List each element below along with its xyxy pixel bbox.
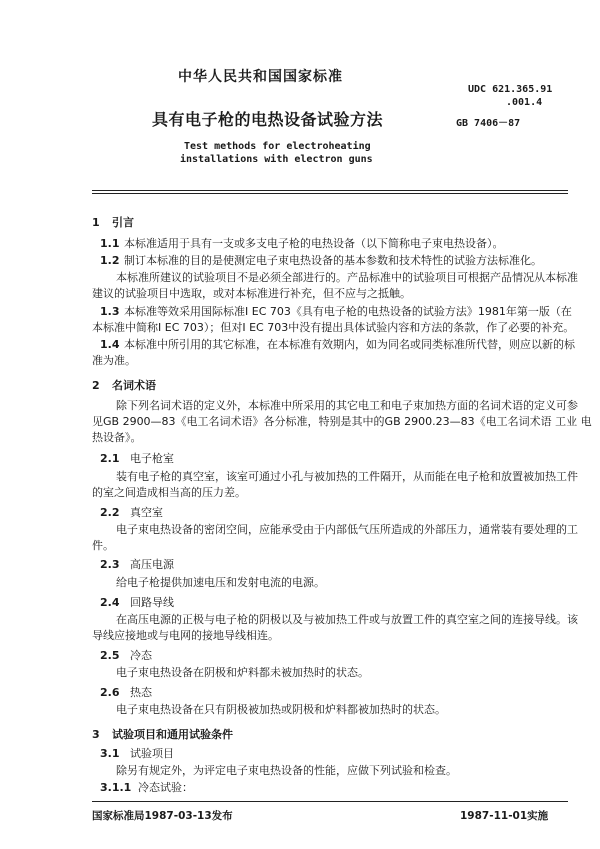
section-2-intro-line-1: 除下列名词术语的定义外，本标准中所采用的其它电工和电子束加热方面的名词术语的定义可参	[116, 399, 578, 412]
clause-1-3-line-1: 1.3 本标准等效采用国际标准I EC 703《具有电子枪的电热设备的试验方法》1981年第一版（在	[100, 305, 572, 318]
english-title-line-2: installations with electron guns	[180, 154, 373, 165]
clause-3-1-1-heading: 3.1.1 冷态试验：	[100, 781, 193, 794]
term-2-3-heading: 2.3 高压电源	[100, 558, 174, 571]
footer-divider	[92, 801, 568, 802]
term-2-4-def-line-2: 导线应接地或与电网的接地导线相连。	[92, 629, 279, 642]
term-2-1-def-line-2: 的室之间造成相当高的压力差。	[92, 486, 246, 499]
clause-1-2-para-line-2: 建议的试验项目中选取，或对本标准进行补充，但不应与之抵触。	[92, 287, 411, 300]
term-2-6-def-line-1: 电子束电热设备在只有阴极被加热或阴极和炉料都被加热时的状态。	[116, 703, 446, 716]
section-3-heading: 3 试验项目和通用试验条件	[92, 728, 233, 741]
term-2-2-def-line-2: 件。	[92, 539, 114, 552]
term-2-4-heading: 2.4 回路导线	[100, 596, 174, 609]
document-title: 具有电子枪的电热设备试验方法	[152, 110, 384, 129]
clause-1-2: 1.2 制订本标准的目的是使测定电子束电热设备的基本参数和技术特性的试验方法标准化。	[100, 254, 542, 267]
clause-1-4-line-2: 准为准。	[92, 354, 136, 367]
section-1-heading: 1 引言	[92, 216, 134, 229]
term-2-2-heading: 2.2 真空室	[100, 506, 163, 519]
term-2-6-heading: 2.6 热态	[100, 686, 152, 699]
clause-3-1-text: 除另有规定外，为评定电子束电热设备的性能，应做下列试验和检查。	[116, 764, 457, 777]
clause-1-4-line-1: 1.4 本标准中所引用的其它标准，在本标准有效期内，如为同名或同类标准所代替，则应以新的标	[100, 338, 575, 351]
udc-code: UDC 621.365.91	[468, 84, 553, 95]
term-2-3-def-line-1: 给电子枪提供加速电压和发射电流的电源。	[116, 576, 325, 589]
clause-1-1: 1.1 本标准适用于具有一支或多支电子枪的电热设备（以下简称电子束电热设备）。	[100, 237, 504, 250]
header-divider	[92, 190, 568, 191]
term-2-5-def-line-1: 电子束电热设备在阴极和炉料都未被加热时的状态。	[116, 666, 369, 679]
header-divider-inner	[92, 193, 568, 194]
section-2-heading: 2 名词术语	[92, 379, 156, 392]
term-2-1-heading: 2.1 电子枪室	[100, 452, 174, 465]
section-2-intro-line-2: 见GB 2900—83《电工名词术语》各分标准，特别是其中的GB 2900.23—83《电工名词术语 工业 电	[92, 415, 592, 428]
section-2-intro-line-3: 热设备》。	[92, 431, 142, 444]
english-title-line-1: Test methods for electroheating	[184, 141, 371, 152]
gb-number: GB 7406－87	[456, 118, 521, 129]
udc-code-suffix: .001.4	[506, 97, 543, 108]
clause-3-1-heading: 3.1 试验项目	[100, 747, 174, 760]
standard-type: 中华人民共和国国家标准	[178, 69, 343, 85]
effective-date: 1987-11-01实施	[460, 810, 549, 822]
issue-date: 国家标准局1987-03-13发布	[92, 810, 233, 822]
term-2-4-def-line-1: 在高压电源的正极与电子枪的阴极以及与被加热工件或与放置工件的真空室之间的连接导线。该	[116, 613, 578, 626]
term-2-1-def-line-1: 装有电子枪的真空室，该室可通过小孔与被加热的工件隔开，从而能在电子枪和放置被加热工件	[116, 470, 578, 483]
term-2-5-heading: 2.5 冷态	[100, 649, 152, 662]
clause-1-2-para-line-1: 本标准所建议的试验项目不是必须全部进行的。产品标准中的试验项目可根据产品情况从本标准	[116, 271, 578, 284]
term-2-2-def-line-1: 电子束电热设备的密闭空间，应能承受由于内部低气压所造成的外部压力，通常装有要处理的工	[116, 523, 578, 536]
clause-1-3-line-2: 本标准中简称I EC 703）；但对I EC 703中没有提出具体试验内容和方法的条款，作了必要的补充。	[92, 321, 575, 334]
